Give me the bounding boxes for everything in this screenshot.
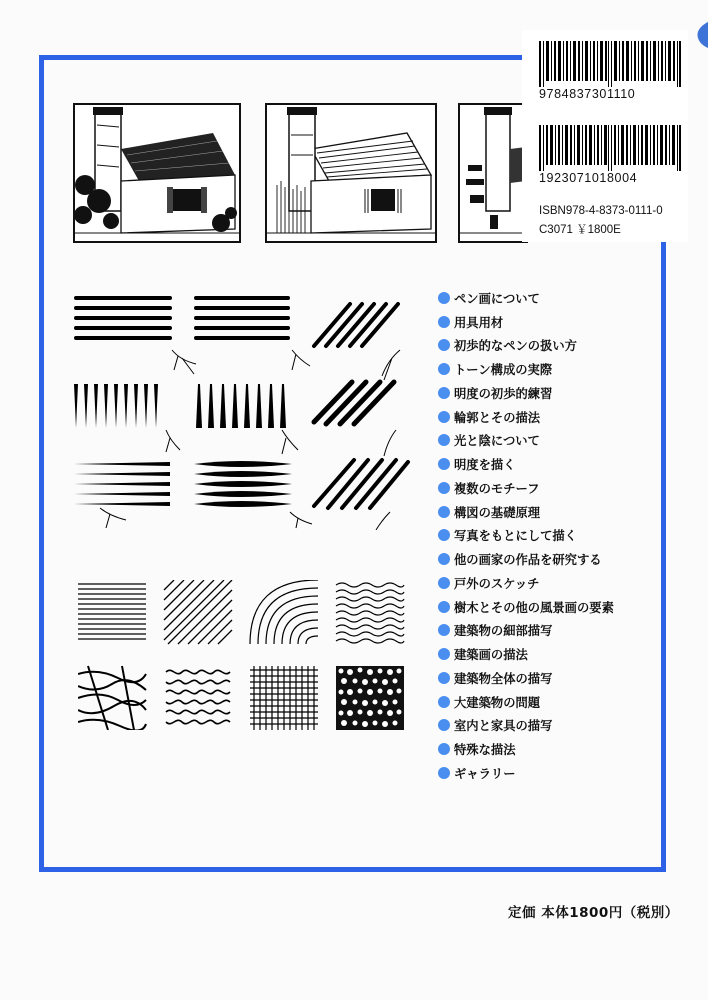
bullet-icon [438,601,450,613]
bullet-icon [438,743,450,755]
c-code-text: C3071 ￥1800E [539,224,621,236]
toc-item: 戸外のスケッチ [438,571,614,595]
house-illustration-1 [73,103,241,243]
house-illustration-2 [265,103,437,243]
table-of-contents [438,286,614,785]
toc-item: 複数のモチーフ [438,476,614,500]
bullet-icon [438,387,450,399]
bullet-icon [438,648,450,660]
bullet-icon [438,553,450,565]
bullet-icon [438,411,450,423]
toc-item: 光と陰について [438,429,614,453]
price-label: 定価 本体1800円（税別） [508,905,679,921]
toc-item: 室内と家具の描写 [438,714,614,738]
barcode-panel [522,30,688,242]
barcode-1 [539,41,681,87]
bullet-icon [438,506,450,518]
house-illustration-3 [458,103,528,243]
barcode-number-1: 9784837301110 [539,87,636,101]
bullet-icon [438,624,450,636]
bullet-icon [438,696,450,708]
bullet-icon [438,363,450,375]
bullet-icon [438,339,450,351]
toc-item: 建築物全体の描写 [438,666,614,690]
toc-item: 構図の基礎原理 [438,500,614,524]
toc-item: 建築物の細部描写 [438,619,614,643]
bullet-icon [438,767,450,779]
texture-swatches [78,580,408,730]
blue-ink-mark [694,20,708,50]
bullet-icon [438,672,450,684]
bullet-icon [438,292,450,304]
toc-item: 輪郭とその描法 [438,405,614,429]
toc-item: 建築画の描法 [438,642,614,666]
toc-item: 写真をもとにして描く [438,524,614,548]
toc-item: 初歩的なペンの扱い方 [438,334,614,358]
barcode-2 [539,125,681,171]
toc-item: ギャラリー [438,761,614,785]
barcode-number-2: 1923071018004 [539,171,638,185]
toc-item: トーン構成の実際 [438,357,614,381]
toc-item: 明度を描く [438,452,614,476]
toc-item: 用具用材 [438,310,614,334]
bullet-icon [438,458,450,470]
toc-item: 他の画家の作品を研究する [438,547,614,571]
bullet-icon [438,434,450,446]
toc-item: 大建築物の問題 [438,690,614,714]
bullet-icon [438,577,450,589]
toc-item: 明度の初歩的練習 [438,381,614,405]
pen-stroke-examples [70,290,420,530]
bullet-icon [438,316,450,328]
isbn-text: ISBN978-4-8373-0111-0 [539,205,663,217]
toc-item: 樹木とその他の風景画の要素 [438,595,614,619]
toc-item: 特殊な描法 [438,737,614,761]
bullet-icon [438,719,450,731]
bullet-icon [438,529,450,541]
toc-item: ペン画について [438,286,614,310]
bullet-icon [438,482,450,494]
